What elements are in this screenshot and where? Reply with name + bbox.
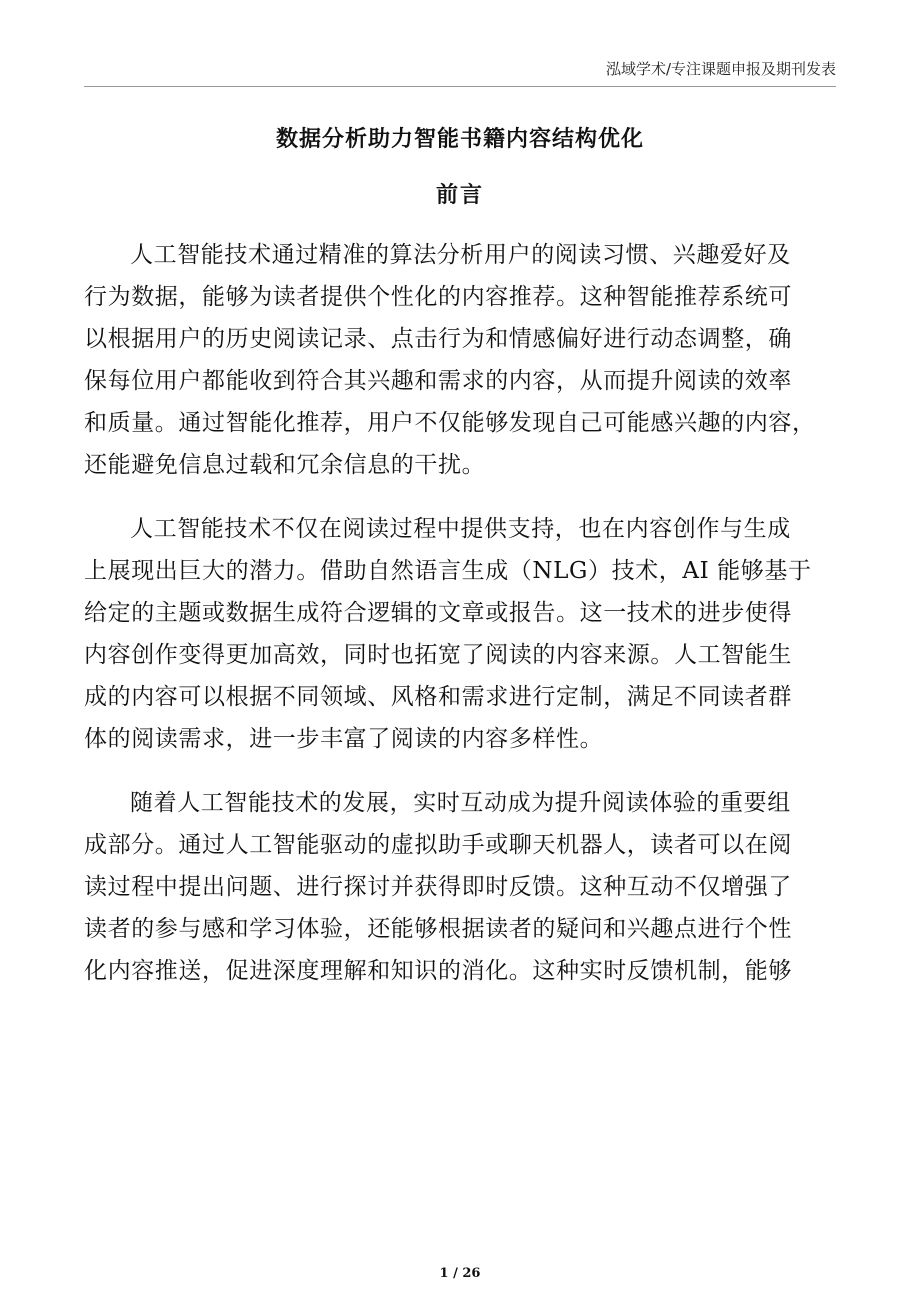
text-line: 化内容推送，促进深度理解和知识的消化。这种实时反馈机制，能够: [84, 958, 792, 984]
text-line: 人工智能技术不仅在阅读过程中提供支持，也在内容创作与生成: [130, 516, 791, 542]
paragraph: [84, 234, 834, 486]
header-source: 泓域学术/专注课题申报及期刊发表: [605, 60, 836, 78]
page-indicator: 1 / 26: [439, 1266, 481, 1281]
text-line: 体的阅读需求，进一步丰富了阅读的内容多样性。: [84, 726, 604, 752]
text-line: 读者的参与感和学习体验，还能够根据读者的疑问和兴趣点进行个性: [84, 916, 792, 942]
paragraph: [84, 782, 834, 992]
text-line: 和质量。通过智能化推荐，用户不仅能够发现自己可能感兴趣的内容，: [84, 410, 816, 436]
body-text: [84, 234, 834, 1014]
text-line: 保每位用户都能收到符合其兴趣和需求的内容，从而提升阅读的效率: [84, 368, 792, 394]
text-line: 成部分。通过人工智能驱动的虚拟助手或聊天机器人，读者可以在阅: [84, 832, 792, 858]
text-line: 读过程中提出问题、进行探讨并获得即时反馈。这种互动不仅增强了: [84, 874, 792, 900]
section-heading: 前言: [435, 183, 484, 208]
text-line: 还能避免信息过载和冗余信息的干扰。: [84, 452, 486, 478]
text-line: 给定的主题或数据生成符合逻辑的文章或报告。这一技术的进步使得: [84, 600, 792, 626]
text-line: 人工智能技术通过精准的算法分析用户的阅读习惯、兴趣爱好及: [130, 242, 791, 268]
text-line: 行为数据，能够为读者提供个性化的内容推荐。这种智能推荐系统可: [84, 284, 792, 310]
text-line: 随着人工智能技术的发展，实时互动成为提升阅读体验的重要组: [130, 790, 791, 816]
paragraph: [84, 508, 834, 760]
text-line: 成的内容可以根据不同领域、风格和需求进行定制，满足不同读者群: [84, 684, 792, 710]
text-line: 内容创作变得更加高效，同时也拓宽了阅读的内容来源。人工智能生: [84, 642, 792, 668]
text-line: 上展现出巨大的潜力。借助自然语言生成（NLG）技术，AI 能够基于: [84, 558, 812, 584]
header-divider: [84, 86, 836, 87]
text-line: 以根据用户的历史阅读记录、点击行为和情感偏好进行动态调整，确: [84, 326, 792, 352]
document-title: 数据分析助力智能书籍内容结构优化: [275, 127, 644, 152]
